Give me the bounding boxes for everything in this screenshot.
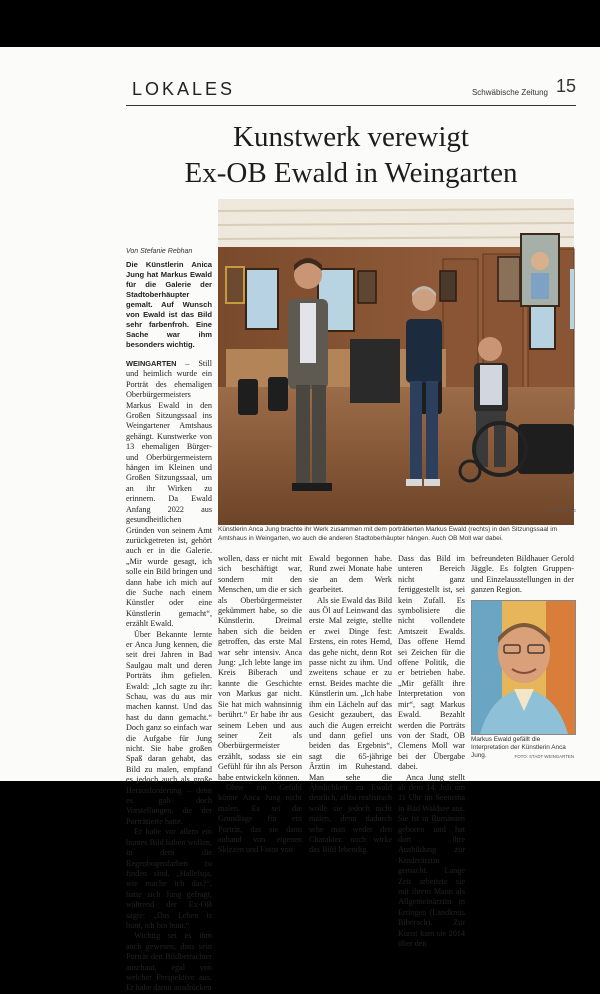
headline <box>126 119 576 191</box>
page-header <box>126 76 576 105</box>
photo-credit: FOTO: JUNG <box>548 508 576 513</box>
body-paragraph: Ohne ein Gefühl könne Anca Jung nicht malen. Es sei die Grundlage für ein Porträt, das sie dann anhand von eigenen Skizzen und Fotos von <box>218 782 302 855</box>
headline-line-2: Ex-OB Ewald in Weingarten <box>184 157 518 189</box>
body-text: – Still und heimlich wurde ein Porträt des ehemaligen Oberbürgermeisters Markus Ewald in den Großen Sitzungssaal ins Weingartener Amtshaus gehängt. Kunstwerke von 13 ehemaligen Bürger- und Oberbürgermeistern hängen im Kleinen und Großen Sitzungssaal, um an ihr Wirken zu erinnern. Da Ewald Anfang 2022 aus gesundheitlichen Gründen von seinem Amt zurückgetreten ist, gehört auch er in die Galerie. „Mir wurde gesagt, ich solle ein Bild bringen und dann habe ich mich auf die Suche nach einem Künstler oder eine Künstlerin gemacht“, erzählt Ewald. <box>126 359 213 629</box>
body-paragraph: Als sie Ewald das Bild aus Öl auf Leinwand das erste Mal zeigte, stellte er zwei Dinge fest: Erstens, ein rotes Hemd, das gehe nicht, denn Rot passe nicht zu ihm. Und zweitens schaue er zu ernst. Beides machte die Künstlerin um. „Ich habe ihm ein Lächeln auf das Gesicht gezaubert, das auch die Augen erreicht und dann gefiel uns beiden das Ergebnis“, sagt die 65-jährige Ärztin im Ruhestand. Man sehe die Ähnlichkeit zu Ewald deutlich, allzu realistisch wolle sie jedoch nicht malen, denn dadurch sehe man weder den Charakter, noch wirke das Bild lebendig. <box>309 595 392 855</box>
article-column-2 <box>218 554 302 856</box>
header-rule <box>126 105 576 106</box>
article-column-5 <box>471 554 574 596</box>
photo-caption: Künstlerin Anca Jung brachte ihr Werk zusammen mit dem porträtierten Markus Ewald (rechts) in den Sitzungssaal im Amtshaus in Weingarten, wo auch die anderen Stadtoberhäupter hängen. Auch OB Moll war dabei. <box>218 526 558 542</box>
page-number: 15 <box>555 76 576 96</box>
body-paragraph: befreundeten Bildhauer Gerold Jäggle. Es folgten Gruppen- und Einzelausstellungen in der ganzen Region. <box>471 554 574 595</box>
lead-paragraph: Die Künstlerin Anica Jung hat Markus Ewald für die Galerie der Stadtoberhäupter gemalt. Auf Wunsch von Ewald ist das Bild sehr farbenfroh. Eine Sache war ihm besonders wichtig. <box>126 260 212 349</box>
article-column-1 <box>126 260 212 994</box>
portrait-credit: FOTO: STADT WEINGARTEN <box>514 754 574 759</box>
body-paragraph: Wichtig sei es ihm auch gewesen, dass sein Porträt den Bildbetrachter anschaut, egal von welcher Perspektive aus. Er habe damit ausdrücken <box>126 931 212 993</box>
body-paragraph: Dass das Bild im unteren Bereich nicht ganz fertiggestellt ist, sei kein Zufall. Es symbolisiere die nicht vollendete Amtszeit Ewalds. Das offene Hemd sei Zeichen für die offene Politik, die er betrieben habe. „Mir gefällt ihre Interpretation von mir“, sagt Markus Ewald. Bezahlt werden die Porträts von der Stadt, OB Clemens Moll war bei der Übergabe dabei. <box>398 554 465 772</box>
body-paragraph: Über Bekannte lernte er Anca Jung kennen, die seit drei Jahren in Bad Saulgau malt und deren Porträts ihm gefielen. Ewald: „Ich sagte zu ihr: Schau, was du aus mir machen kannst. Und das hast du dann gemacht.“ Doch ganz so einfach war die Aufgabe für Jung nicht. Sie habe großen Spaß daran gehabt, das Bild zu malen, empfand es jedoch auch als große Herausforderung – denn es gab doch Vorstellungen, die der Porträtierte hatte. <box>126 629 212 826</box>
newspaper-page <box>0 47 600 993</box>
body-paragraph: wollen, dass er nicht mit sich beschäftigt war, sondern mit den Menschen, um die er sich als Oberbürgermeister gekümmert habe, so die Künstlerin. Dreimal haben sich die beiden getroffen, das erste Mal war sehr intensiv. Anca Jung: „Ich lebte lange im Kreis Biberach und kannte die Geschichte von Markus gar nicht. Sie hat mich wahnsinnig berührt.“ Er habe ihr aus seinem Leben und aus seiner Zeit als Oberbürgermeister erzählt, sodass sie ein Gefühl für ihn als Person habe entwickeln können. <box>218 554 302 782</box>
article-column-4 <box>398 554 465 949</box>
body-paragraph: Anca Jung stellt ab dem 14. Juli um 11 Uhr im Seenema in Bad Waldsee aus. Sie ist in Rumänien geboren und hat dort ihre Ausbildung zur Kinderärztin gemacht. Lange Zeit arbeitete sie mit ihrem Mann als Allgemeinärztin in Ertingen (Landkreis Biberach). Zur Kunst kam sie 2014 über den <box>398 772 465 949</box>
main-photo <box>218 199 574 525</box>
byline: Von Stefanie Rebhan <box>126 248 193 255</box>
dateline: WEINGARTEN <box>126 359 177 368</box>
portrait-painting <box>471 600 576 735</box>
newspaper-name: Schwäbische Zeitung <box>471 88 548 97</box>
portrait-caption: Markus Ewald gefällt die Interpretation der Künstlerin Anca Jung. <box>471 736 566 760</box>
body-paragraph: Er habe vor allem ein buntes Bild haben wollen, in dem die Regenbogenfarben zu finden sind. „Halleluja, wie mache ich das?“, hatte sich Jung gefragt, während der Ex-OB sagte: „Das Leben is bunt, ich bin bunt.“ <box>126 827 212 930</box>
headline-line-1: Kunstwerk verewigt <box>233 121 469 153</box>
body-paragraph: Ewald begonnen habe. Rund zwei Monate habe sie an dem Werk gearbeitet. <box>309 554 392 595</box>
article-column-3 <box>309 554 392 856</box>
body-paragraph <box>126 359 212 630</box>
section-title: LOKALES <box>132 79 236 99</box>
